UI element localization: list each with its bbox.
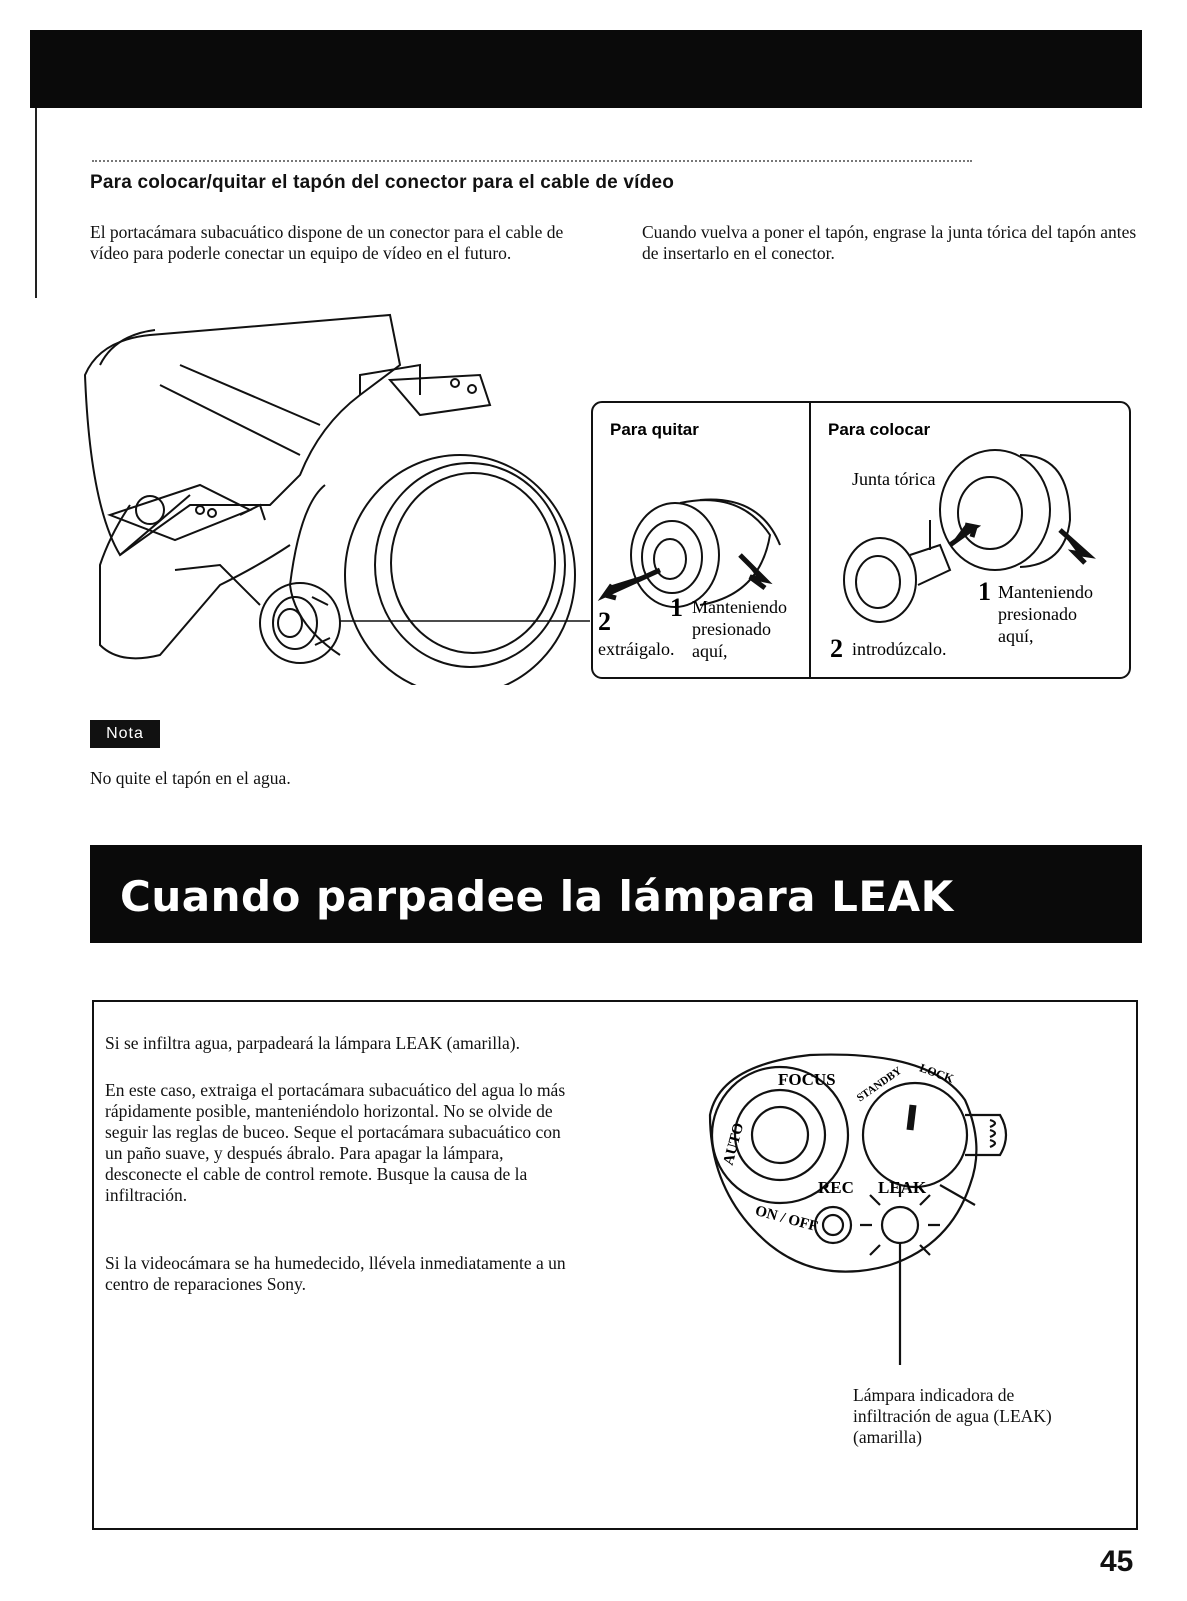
lock-label: LOCK — [917, 1060, 956, 1086]
onoff-label: ON / OFF — [753, 1203, 820, 1236]
focus-label: FOCUS — [778, 1070, 836, 1089]
attach-title: Para colocar — [828, 420, 931, 439]
page-number: 45 — [1100, 1545, 1134, 1578]
note-text: No quite el tapón en el agua. — [90, 768, 291, 788]
attach-step1-l2: presionado — [998, 604, 1077, 624]
leak-label: LEAK — [878, 1178, 927, 1197]
note-label: Nota — [90, 720, 160, 748]
attach-step1-num: 1 — [978, 577, 991, 606]
rec-label: REC — [818, 1178, 854, 1197]
connector-cap-figure — [60, 305, 1140, 685]
leak-heading: Cuando parpadee la lámpara LEAK — [120, 872, 954, 921]
standby-label: STANDBY — [854, 1064, 904, 1105]
standby-dial — [863, 1083, 967, 1187]
leak-lamp-caption: Lámpara indicadora de infiltración de agua (LEAK) (amarilla) — [853, 1385, 1052, 1447]
attach-press-arrow-icon — [1060, 530, 1088, 563]
leak-lamp-icon — [882, 1207, 918, 1243]
oring-label: Junta tórica — [852, 469, 936, 489]
remove-step1-l1: Manteniendo — [692, 597, 787, 617]
remove-step1-l2: presionado — [692, 619, 771, 639]
remove-step1-num: 1 — [670, 593, 683, 622]
remove-cap-illustration — [631, 500, 780, 607]
housing-illustration — [85, 315, 590, 685]
attach-step2-text: introdúzcalo. — [852, 639, 947, 659]
attach-step2-num: 2 — [830, 634, 843, 663]
control-panel-figure — [700, 1045, 1030, 1385]
auto-label: AUTO — [720, 1121, 748, 1167]
rec-lamp — [815, 1207, 851, 1243]
section-title: Para colocar/quitar el tapón del conector para el cable de vídeo — [90, 172, 675, 193]
remove-step2-num: 2 — [598, 607, 611, 636]
leak-paragraph-3: Si la videocámara se ha humedecido, llévela inmediatamente a un centro de reparaciones Sony. — [105, 1253, 566, 1294]
grease-paragraph: Cuando vuelva a poner el tapón, engrase la junta tórica del tapón antes de insertarlo en el conector. — [642, 222, 1137, 263]
leak-paragraph-1: Si se infiltra agua, parpadeará la lámpara LEAK (amarilla). — [105, 1033, 520, 1053]
intro-paragraph: El portacámara subacuático dispone de un conector para el cable de vídeo para poderle conectar un equipo de vídeo en el futuro. — [90, 222, 564, 263]
remove-step1-l3: aquí, — [692, 641, 728, 661]
remove-step2-text: extráigalo. — [598, 639, 675, 659]
title-rule — [92, 160, 972, 166]
focus-button — [752, 1107, 808, 1163]
dial-pointer — [910, 1105, 913, 1130]
attach-step1-l3: aquí, — [998, 626, 1034, 646]
remove-title: Para quitar — [610, 420, 699, 439]
attach-step1-l1: Manteniendo — [998, 582, 1093, 602]
press-arrow-icon — [740, 555, 765, 588]
lock-lever — [965, 1115, 1006, 1155]
margin-rule — [35, 108, 37, 298]
leak-paragraph-2: En este caso, extraiga el portacámara subacuático del agua lo más rápidamente posible, manteniéndolo horizontal. No se olvide de seguir las reglas de buceo. Seque el portacámara subacuático con un paño suave, y después ábralo. Para apagar la lámpara, desconecte el cable de control remote. Busque la causa de la infiltración. — [105, 1080, 566, 1205]
top-black-bar — [30, 30, 1142, 108]
